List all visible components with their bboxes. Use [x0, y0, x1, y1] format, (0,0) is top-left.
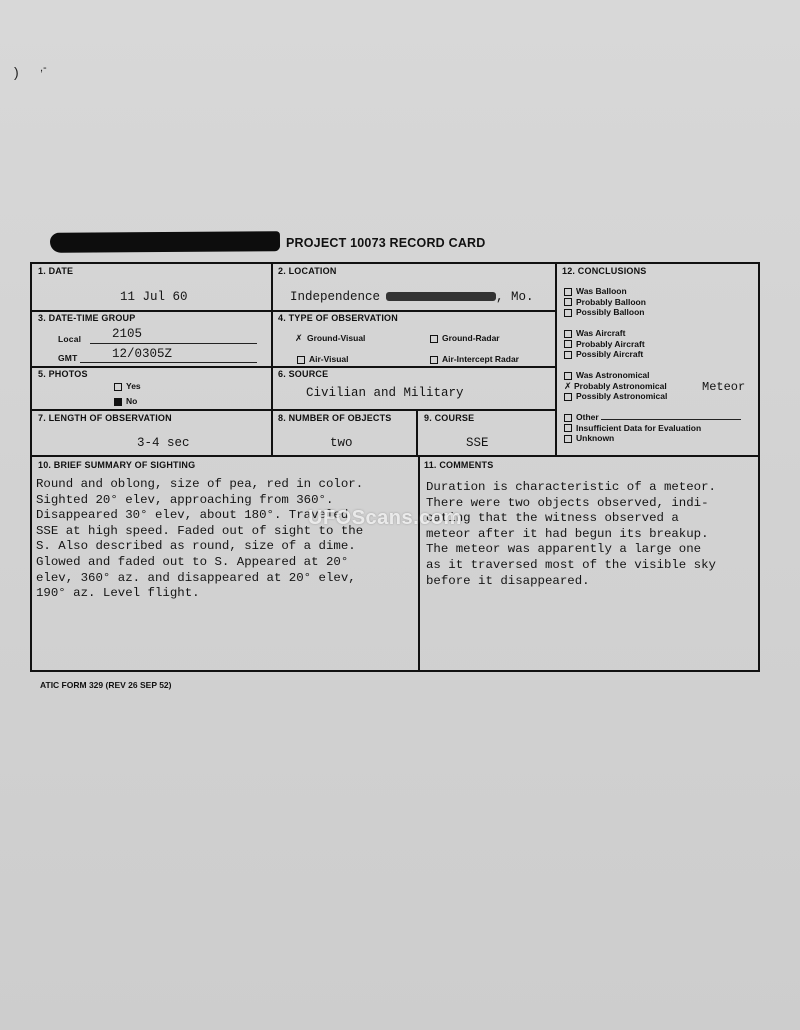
divider — [31, 310, 556, 312]
conclusions-group-other: Other Insufficient Data for Evaluation Unknown — [564, 412, 741, 444]
checkbox-empty-icon — [564, 309, 572, 317]
divider — [31, 409, 556, 411]
checkbox-empty-icon — [564, 435, 572, 443]
location-label: 2. LOCATION — [278, 266, 337, 276]
location-value — [290, 290, 534, 304]
source-value: Civilian and Military — [306, 386, 464, 400]
scan-speck: ) — [14, 64, 19, 80]
card-title: PROJECT 10073 RECORD CARD — [286, 236, 486, 250]
length-value: 3-4 sec — [137, 436, 190, 450]
divider — [416, 409, 418, 455]
objects-label: 8. NUMBER OF OBJECTS — [278, 413, 392, 423]
checkbox-empty-icon — [564, 393, 572, 401]
local-value: 2105 — [112, 327, 143, 341]
type-option: Ground-Radar — [430, 333, 500, 343]
comments-text: Duration is characteristic of a meteor. There were two objects observed, indi- cating that the witness observed a meteor after it had begun its breakup. The meteor was apparently a large one as it traversed most of the visible sky before it disappeared. — [426, 480, 716, 588]
checkbox-empty-icon — [114, 383, 122, 391]
checkbox-empty-icon — [564, 424, 572, 432]
redaction-bar — [50, 231, 280, 253]
comments-label: 11. COMMENTS — [424, 460, 494, 470]
location-redaction — [386, 292, 496, 301]
conclusions-label: 12. CONCLUSIONS — [562, 266, 647, 276]
scan-speck: ,- — [40, 62, 47, 74]
summary-label: 10. BRIEF SUMMARY OF SIGHTING — [38, 460, 196, 470]
conclusions-group-balloon: Was Balloon Probably Balloon Possibly Balloon — [564, 286, 646, 318]
gmt-underline — [80, 362, 257, 363]
photos-yes: Yes — [114, 381, 141, 391]
photos-no: No — [114, 396, 137, 406]
summary-text: Round and oblong, size of pea, red in color. Sighted 20° elev, approaching from 360°. Disappeared 30° elev, about 180°. Traveled SSE at high speed. Faded out of sight to the S. Also described as round, size of a dime. Glowed and faded out to S. Appeared at 20° elev, 360° az. and disappeared at 20° elev, 190° az. Level flight. — [36, 477, 364, 601]
date-value: 11 Jul 60 — [120, 290, 188, 304]
checkbox-empty-icon — [430, 356, 438, 364]
checkbox-empty-icon — [430, 335, 438, 343]
checkbox-empty-icon — [564, 372, 572, 380]
conclusions-group-astronomical: Was Astronomical ✗ Probably Astronomical Possibly Astronomical — [564, 370, 668, 401]
checkbox-empty-icon — [564, 340, 572, 348]
checkbox-empty-icon — [564, 330, 572, 338]
source-label: 6. SOURCE — [278, 369, 329, 379]
checkbox-filled-icon — [114, 398, 122, 406]
gmt-label: GMT — [58, 353, 78, 363]
check-mark-icon: ✗ — [564, 380, 572, 391]
gmt-value: 12/0305Z — [112, 347, 173, 361]
local-label: Local — [58, 334, 82, 344]
course-label: 9. COURSE — [424, 413, 475, 423]
checkbox-empty-icon — [564, 351, 572, 359]
checkbox-empty-icon — [564, 288, 572, 296]
divider — [555, 263, 557, 455]
type-label: 4. TYPE OF OBSERVATION — [278, 313, 398, 323]
form-number: ATIC FORM 329 (REV 26 SEP 52) — [40, 680, 172, 690]
dtg-label: 3. DATE-TIME GROUP — [38, 313, 136, 323]
location-state: , Mo. — [496, 290, 534, 304]
conclusions-group-aircraft: Was Aircraft Probably Aircraft Possibly Aircraft — [564, 328, 645, 360]
checkbox-empty-icon — [564, 298, 572, 306]
type-option: Air-Intercept Radar — [430, 354, 519, 364]
divider — [418, 455, 420, 671]
local-underline — [90, 343, 257, 344]
watermark: UFOScans.com — [308, 507, 462, 529]
course-value: SSE — [466, 436, 489, 450]
date-label: 1. DATE — [38, 266, 74, 276]
type-option: Air-Visual — [297, 354, 349, 364]
length-label: 7. LENGTH OF OBSERVATION — [38, 413, 172, 423]
divider — [31, 366, 556, 368]
type-option: ✗ Ground-Visual — [295, 333, 366, 343]
divider — [271, 263, 273, 455]
conclusion-annotation: Meteor — [702, 380, 746, 394]
checkbox-empty-icon — [564, 414, 572, 422]
checkbox-empty-icon — [297, 356, 305, 364]
check-mark-icon: ✗ — [295, 333, 303, 343]
divider — [31, 455, 759, 457]
location-city: Independence — [290, 290, 381, 304]
photos-label: 5. PHOTOS — [38, 369, 88, 379]
objects-value: two — [330, 436, 353, 450]
other-underline — [601, 419, 741, 420]
